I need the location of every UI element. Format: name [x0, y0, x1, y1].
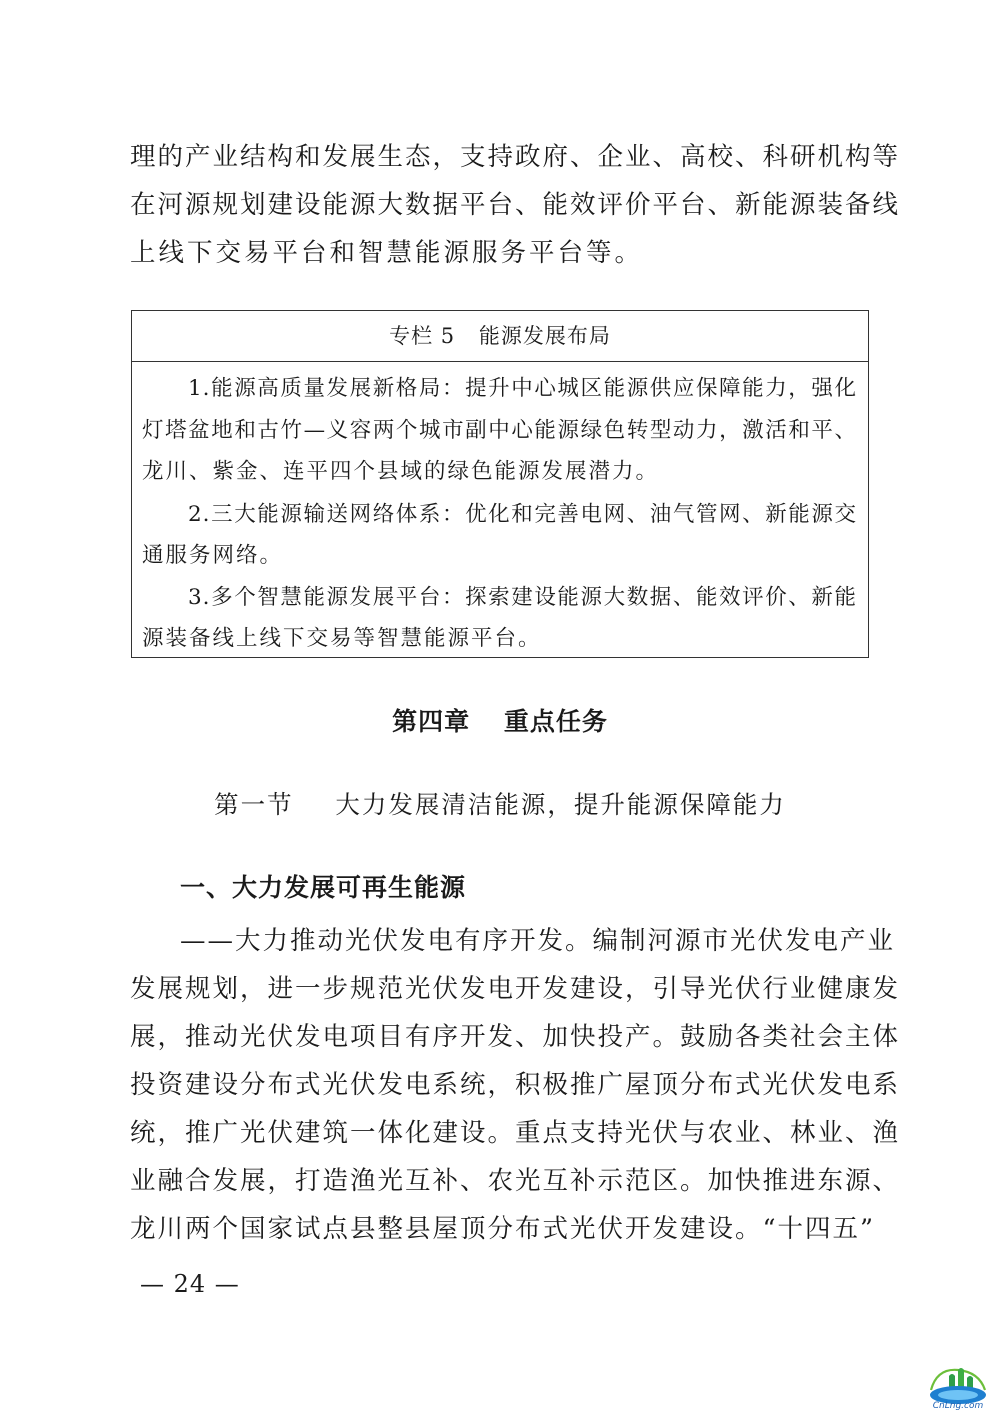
cnlng-logo-icon — [925, 1362, 991, 1410]
body-line-1: ——大力推动光伏发电有序开发。编制河源市光伏发电产业 — [180, 926, 896, 956]
chapter-number: 第四章 — [392, 707, 471, 736]
box-title-prefix: 专栏 5 — [389, 324, 456, 348]
box-title — [132, 311, 868, 362]
intro-line-3: 上线下交易平台和智慧能源服务平台等。 — [130, 238, 644, 268]
info-column-box — [131, 310, 869, 658]
box-line-6: 3.多个智慧能源发展平台：探索建设能源大数据、能效评价、新能 — [188, 585, 857, 610]
watermark-text: CnLng.com — [932, 1401, 984, 1410]
section-number: 第一节 — [214, 790, 294, 819]
body-line-3: 展，推动光伏发电项目有序开发、加快投产。鼓励各类社会主体 — [130, 1022, 901, 1052]
box-line-5: 通服务网络。 — [142, 543, 284, 568]
section-heading — [0, 786, 1000, 821]
box-line-1: 1.能源高质量发展新格局：提升中心城区能源供应保障能力，强化 — [188, 376, 857, 401]
page-number: — 24 — — [140, 1270, 240, 1298]
section-title: 大力发展清洁能源，提升能源保障能力 — [335, 790, 786, 819]
box-title-text: 能源发展布局 — [478, 324, 611, 348]
box-line-2: 灯塔盆地和古竹—义容两个城市副中心能源绿色转型动力，激活和平、 — [142, 418, 857, 443]
intro-line-2: 在河源规划建设能源大数据平台、能效评价平台、新能源装备线 — [130, 190, 901, 220]
body-line-2: 发展规划，进一步规范光伏发电开发建设，引导光伏行业健康发 — [130, 974, 901, 1004]
box-line-4: 2.三大能源输送网络体系：优化和完善电网、油气管网、新能源交 — [188, 502, 857, 527]
body-line-5: 统，推广光伏建筑一体化建设。重点支持光伏与农业、林业、渔 — [130, 1118, 901, 1148]
chapter-title: 重点任务 — [503, 707, 608, 736]
chapter-heading — [0, 702, 1000, 738]
body-line-4: 投资建设分布式光伏发电系统，积极推广屋顶分布式光伏发电系 — [130, 1070, 901, 1100]
body-line-6: 业融合发展，打造渔光互补、农光互补示范区。加快推进东源、 — [130, 1166, 901, 1196]
box-line-7: 源装备线上线下交易等智慧能源平台。 — [142, 626, 542, 651]
intro-line-1: 理的产业结构和发展生态，支持政府、企业、高校、科研机构等 — [130, 142, 901, 172]
box-line-3: 龙川、紫金、连平四个县域的绿色能源发展潜力。 — [142, 459, 660, 484]
body-line-7: 龙川两个国家试点县整县屋顶分布式光伏开发建设。“十四五” — [130, 1214, 876, 1244]
subsection-heading: 一、大力发展可再生能源 — [180, 873, 467, 902]
